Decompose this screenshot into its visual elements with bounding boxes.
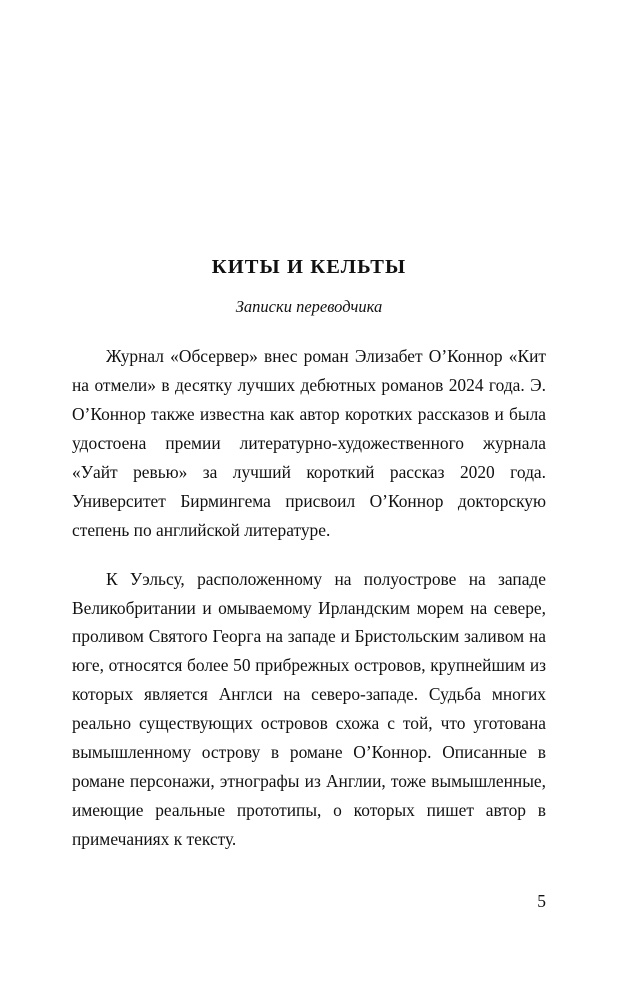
page-number: 5 bbox=[537, 891, 546, 911]
body-paragraph: Журнал «Обсервер» внес роман Элизабет О’Коннор «Кит на отмели» в десятку лучших дебютных романов 2024 года. Э. О’Коннор также известна как автор коротких рассказов и была удостоена премии литературно-художественного журнала «Уайт ревью» за лучший короткий рассказ 2020 года. Университет Бирмингема присвоил О’Коннор докторскую степень по английской литературе. bbox=[72, 346, 546, 540]
page-title: КИТЫ И КЕЛЬТЫ bbox=[211, 256, 407, 278]
body-paragraph: К Уэльсу, расположенному на полуострове на западе Великобритании и омываемому Ирландским морем на севере, проливом Святого Георга на западе и Бристольским заливом на юге, относятся более 50 прибрежных островов, крупнейшим из которых является Англси на северо-западе. Судьба многих реально существующих островов схожа с той, что уготована вымышленному острову в романе О’Коннор. Описанные в романе персонажи, этнографы из Англии, тоже вымышленные, имеющие реальные прототипы, о которых пишет автор в примечаниях к тексту. bbox=[72, 568, 546, 849]
chapter-subtitle: Записки переводчика bbox=[235, 296, 383, 316]
page-content bbox=[72, 255, 546, 854]
